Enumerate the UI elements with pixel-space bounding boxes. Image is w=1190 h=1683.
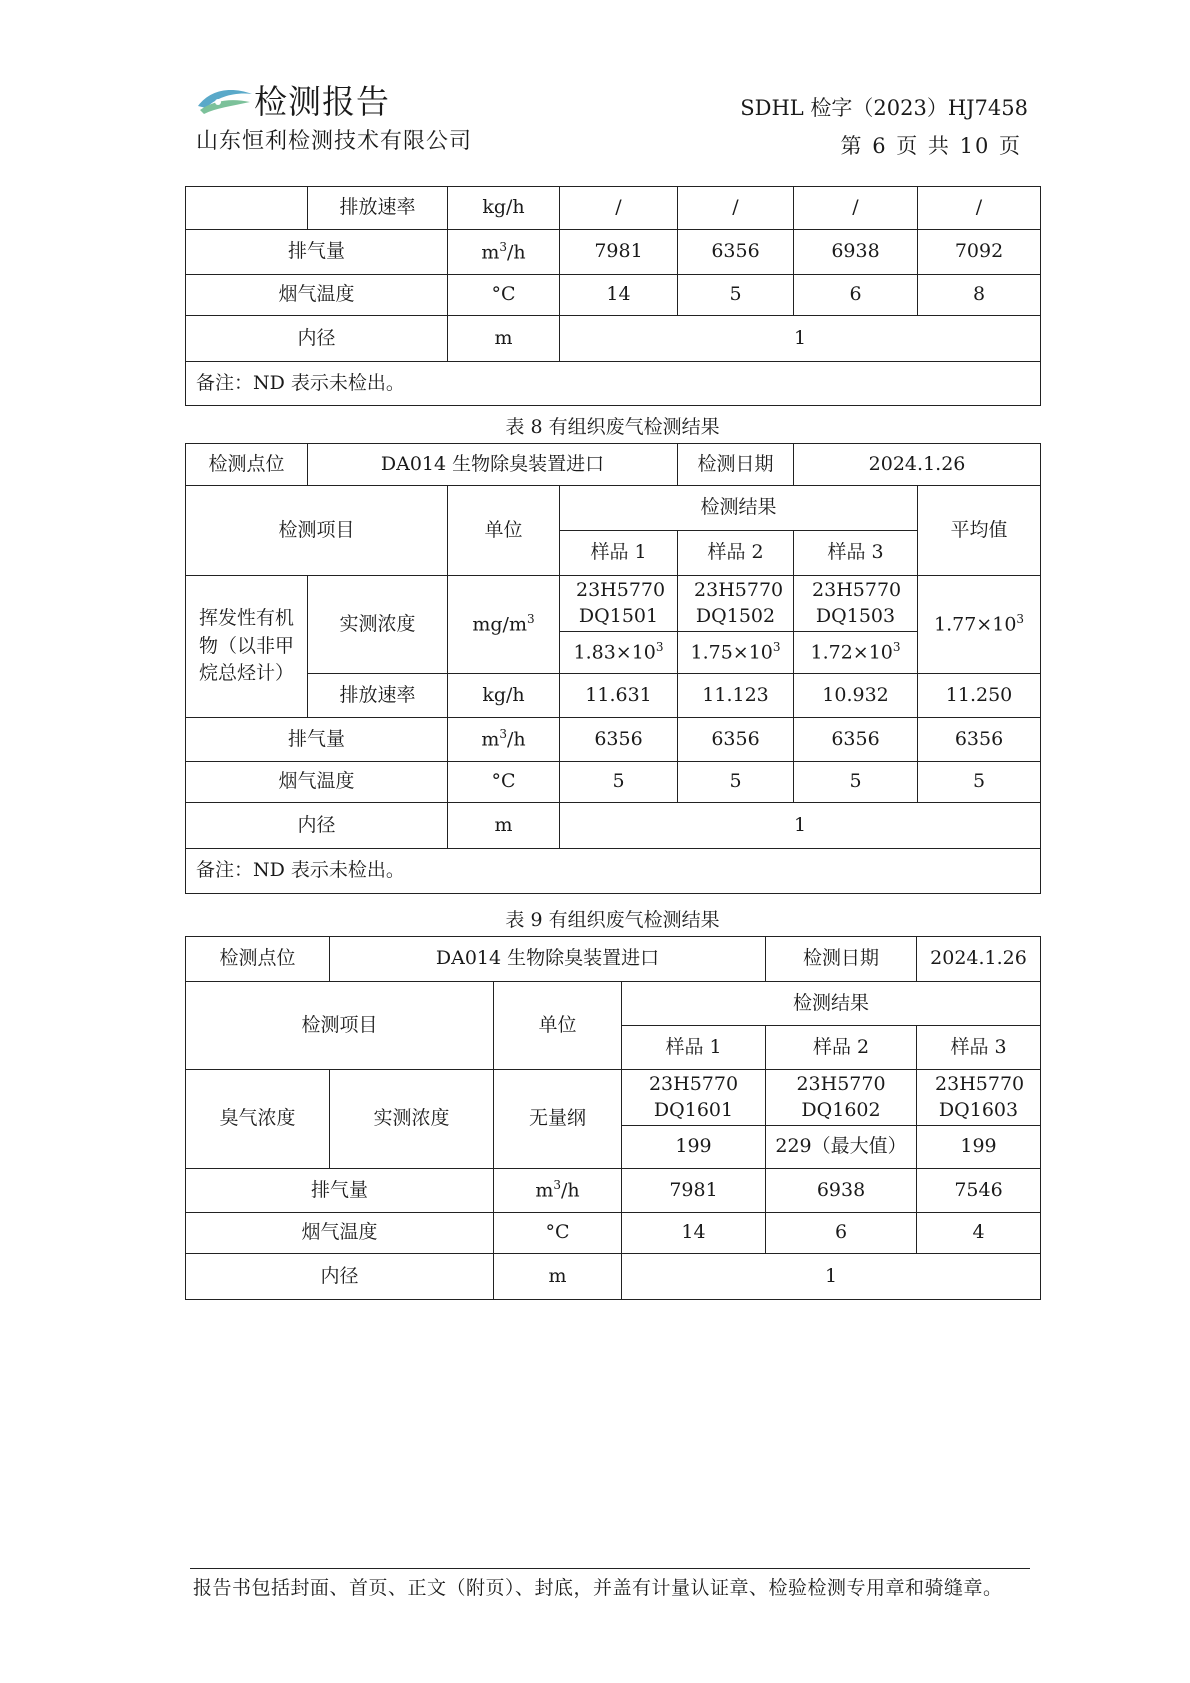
date-label: 检测日期 xyxy=(766,937,917,982)
site-label: 检测点位 xyxy=(186,937,330,982)
page-indicator: 第 6 页 共 10 页 xyxy=(840,134,1022,158)
value-cell: 14 xyxy=(560,275,678,316)
sample-id: 23H5770 DQ1503 xyxy=(794,576,918,632)
row-label: 烟气温度 xyxy=(186,1213,494,1254)
value-cell: 6356 xyxy=(918,718,1041,762)
sample-id: 23H5770 DQ1601 xyxy=(622,1070,766,1126)
table-note: 备注：ND 表示未检出。 xyxy=(186,362,1041,406)
value-cell: 11.123 xyxy=(678,674,794,718)
value-cell: 6356 xyxy=(560,718,678,762)
table-row xyxy=(186,982,1041,1026)
footer-divider xyxy=(190,1568,1030,1569)
unit-cell: °C xyxy=(448,762,560,803)
table-row xyxy=(186,187,1041,230)
date-value: 2024.1.26 xyxy=(917,937,1041,982)
table-row xyxy=(186,762,1041,803)
average-value: $1.77\times 10^3$ xyxy=(918,576,1041,674)
value-cell: 8 xyxy=(918,275,1041,316)
site-label: 检测点位 xyxy=(186,444,308,486)
table-note: 备注：ND 表示未检出。 xyxy=(186,849,1041,894)
value-cell: 1 xyxy=(622,1254,1041,1300)
sample-header: 样品 1 xyxy=(560,531,678,576)
table-row xyxy=(186,674,1041,718)
rate-label: 排放速率 xyxy=(308,674,448,718)
value-cell: / xyxy=(918,187,1041,230)
table-row xyxy=(186,316,1041,362)
pollutant-name: 挥发性有机物（以非甲烷总烃计） xyxy=(186,576,308,718)
conc-label: 实测浓度 xyxy=(330,1070,494,1169)
sample-header: 样品 3 xyxy=(917,1026,1041,1070)
unit-header: 单位 xyxy=(448,486,560,576)
row-label: 内径 xyxy=(186,803,448,849)
table-row xyxy=(186,1169,1041,1213)
value-cell: 5 xyxy=(678,275,794,316)
value-cell: $1.75\times 10^3$ xyxy=(678,632,794,674)
value-cell: 6356 xyxy=(678,718,794,762)
item-header: 检测项目 xyxy=(186,486,448,576)
value-cell: 6356 xyxy=(678,230,794,275)
unit-cell: $m^3/h$ xyxy=(494,1169,622,1213)
value-cell: 5 xyxy=(794,762,918,803)
table-continuation xyxy=(185,186,1041,406)
row-label: 内径 xyxy=(186,1254,494,1300)
pollutant-name: 臭气浓度 xyxy=(186,1070,330,1169)
table-row xyxy=(186,576,1041,632)
value-cell: 6 xyxy=(794,275,918,316)
sample-header: 样品 2 xyxy=(766,1026,917,1070)
table-row xyxy=(186,718,1041,762)
table-row xyxy=(186,849,1041,894)
conc-unit: $mg/m^3$ xyxy=(448,576,560,674)
row-label: 排气量 xyxy=(186,718,448,762)
item-header: 检测项目 xyxy=(186,982,494,1070)
row-label: 烟气温度 xyxy=(186,275,448,316)
value-cell: 6 xyxy=(766,1213,917,1254)
table-row xyxy=(186,230,1041,275)
value-cell: 6938 xyxy=(766,1169,917,1213)
table-caption: 表 8 有组织废气检测结果 xyxy=(505,416,720,438)
sample-header: 样品 1 xyxy=(622,1026,766,1070)
unit-cell: m xyxy=(494,1254,622,1300)
unit-cell: $m^3/h$ xyxy=(448,718,560,762)
date-label: 检测日期 xyxy=(678,444,794,486)
table-row xyxy=(186,937,1041,982)
result-header: 检测结果 xyxy=(560,486,918,531)
table-row xyxy=(186,275,1041,316)
unit-cell: $m^3/h$ xyxy=(448,230,560,275)
sample-id: 23H5770 DQ1501 xyxy=(560,576,678,632)
sample-id: 23H5770 DQ1502 xyxy=(678,576,794,632)
value-cell: 1 xyxy=(560,316,1041,362)
site-value: DA014 生物除臭装置进口 xyxy=(330,937,766,982)
table-row xyxy=(186,803,1041,849)
site-value: DA014 生物除臭装置进口 xyxy=(308,444,678,486)
value-cell: 5 xyxy=(918,762,1041,803)
unit-cell: kg/h xyxy=(448,674,560,718)
value-cell: 5 xyxy=(560,762,678,803)
company-logo-icon xyxy=(196,84,254,116)
unit-cell: m xyxy=(448,316,560,362)
value-cell: 7092 xyxy=(918,230,1041,275)
value-cell: / xyxy=(560,187,678,230)
row-label: 内径 xyxy=(186,316,448,362)
value-cell: / xyxy=(794,187,918,230)
table-caption: 表 9 有组织废气检测结果 xyxy=(505,909,720,931)
unit-cell: kg/h xyxy=(448,187,560,230)
row-label: 排放速率 xyxy=(308,187,448,230)
unit-cell: m xyxy=(448,803,560,849)
unit-cell: °C xyxy=(494,1213,622,1254)
footer-note: 报告书包括封面、首页、正文（附页）、封底，并盖有计量认证章、检验检测专用章和骑缝章。 xyxy=(193,1577,1003,1599)
value-cell: $1.72\times 10^3$ xyxy=(794,632,918,674)
table-8 xyxy=(185,443,1041,894)
table-9 xyxy=(185,936,1041,1300)
table-row xyxy=(186,486,1041,531)
date-value: 2024.1.26 xyxy=(794,444,1041,486)
conc-label: 实测浓度 xyxy=(308,576,448,674)
value-cell: 7546 xyxy=(917,1169,1041,1213)
result-header: 检测结果 xyxy=(622,982,1041,1026)
table-row xyxy=(186,362,1041,406)
row-label: 烟气温度 xyxy=(186,762,448,803)
value-cell: 11.250 xyxy=(918,674,1041,718)
value-cell: 199 xyxy=(622,1126,766,1169)
conc-unit: 无量纲 xyxy=(494,1070,622,1169)
unit-cell: °C xyxy=(448,275,560,316)
sample-id: 23H5770 DQ1603 xyxy=(917,1070,1041,1126)
value-cell: 1 xyxy=(560,803,1041,849)
sample-header: 样品 3 xyxy=(794,531,918,576)
value-cell: 5 xyxy=(678,762,794,803)
table-row xyxy=(186,444,1041,486)
value-cell: / xyxy=(678,187,794,230)
value-cell: 6938 xyxy=(794,230,918,275)
row-label: 排气量 xyxy=(186,230,448,275)
table-row xyxy=(186,1213,1041,1254)
value-cell: 10.932 xyxy=(794,674,918,718)
value-cell: $1.83\times 10^3$ xyxy=(560,632,678,674)
value-cell: 11.631 xyxy=(560,674,678,718)
sample-id: 23H5770 DQ1602 xyxy=(766,1070,917,1126)
value-cell: 7981 xyxy=(622,1169,766,1213)
table-row xyxy=(186,1254,1041,1300)
value-cell: 199 xyxy=(917,1126,1041,1169)
report-title: 检测报告 xyxy=(254,82,390,121)
value-cell: 229（最大值） xyxy=(766,1126,917,1169)
row-label: 排气量 xyxy=(186,1169,494,1213)
document-number: SDHL 检字（2023）HJ7458 xyxy=(740,96,1028,120)
table-row xyxy=(186,1070,1041,1126)
average-header: 平均值 xyxy=(918,486,1041,576)
value-cell: 7981 xyxy=(560,230,678,275)
unit-header: 单位 xyxy=(494,982,622,1070)
value-cell: 6356 xyxy=(794,718,918,762)
company-name: 山东恒利检测技术有限公司 xyxy=(196,129,473,154)
sample-header: 样品 2 xyxy=(678,531,794,576)
value-cell: 14 xyxy=(622,1213,766,1254)
value-cell: 4 xyxy=(917,1213,1041,1254)
